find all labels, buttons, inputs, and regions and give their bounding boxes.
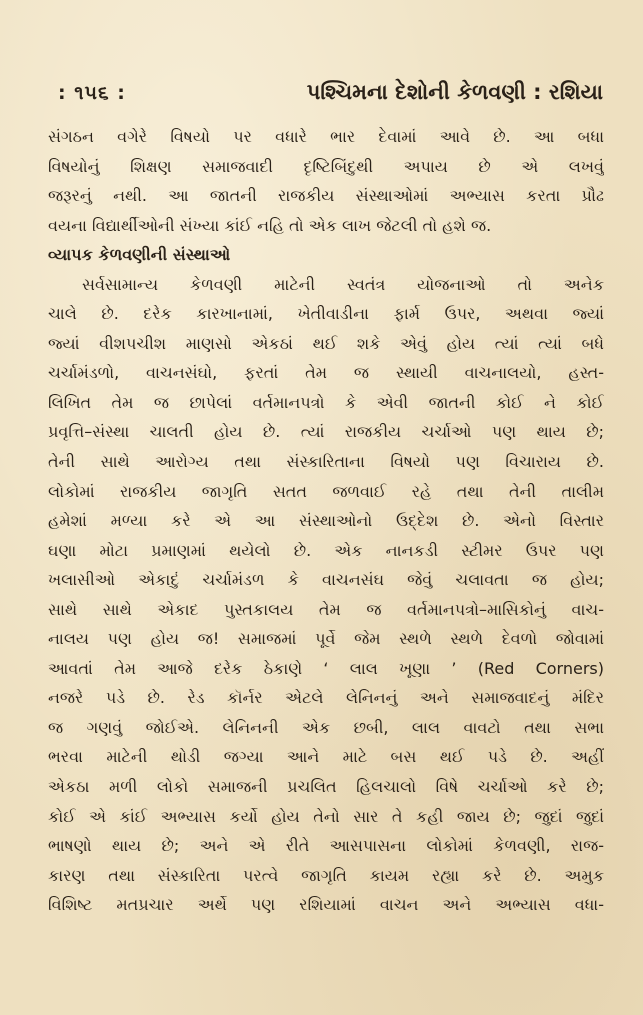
body-text	[48, 122, 604, 920]
page-number: : ૧૫૬ :	[58, 82, 126, 104]
section-heading: વ્યાપક કેળવણીની સંસ્થાઓ	[48, 245, 231, 265]
text-line: નાલય પણ હોય જ! સમાજમાં પૂર્વે જેમ સ્થળે સ્થળે દેવળો જોવામાં	[48, 629, 604, 649]
text-line: ચાલે છે. દરેક કારખાનામાં, ખેતીવાડીના ફાર્મ ઉપર, અથવા જ્યાં	[48, 304, 604, 324]
text-line: લોકોમાં રાજકીય જાગૃતિ સતત જળવાઈ રહે તથા તેની તાલીમ	[48, 481, 604, 501]
text-line: લિખિત તેમ જ છાપેલાં વર્તમાનપત્રો કે એવી જાતની કોઈ ને કોઈ	[48, 392, 604, 412]
text-line: ખલાસીઓ એકાદું ચર્ચામંડળ કે વાચનસંઘ જેવું ચલાવતા જ હોય;	[48, 570, 604, 590]
page-header	[58, 78, 603, 112]
text-line: એકઠા મળી લોકો સમાજની પ્રચલિત હિલચાલો વિષે ચર્ચાઓ કરે છે;	[48, 777, 604, 797]
text-line: વિશિષ્ટ મતપ્રચાર અર્થે પણ રશિયામાં વાચન અને અભ્યાસ વધા-	[48, 895, 604, 915]
text-line: ઘણા મોટા પ્રમાણમાં થયેલો છે. એક નાનકડી સ્ટીમર ઉપર પણ	[48, 540, 604, 560]
text-line: ભાષણો થાય છે; અને એ રીતે આસપાસના લોકોમાં કેળવણી, રાજ-	[48, 836, 604, 856]
text-line: વયના વિદ્યાર્થીઓની સંખ્યા કાંઈ નહિ તો એક લાખ જેટલી તો હશે જ.	[48, 215, 492, 235]
text-line: આવતાં તેમ આજે દરેક ઠેકાણે ‘ લાલ ખૂણા ’ (Red Corners)	[48, 658, 604, 678]
text-line: સંગઠન વગેરે વિષયો પર વધારે ભાર દેવામાં આવે છે. આ બધા	[48, 127, 604, 146]
text-line: વિષયોનું શિક્ષણ સમાજવાદી દૃષ્ટિબિંદુથી અપાય છે એ લખવું	[48, 156, 604, 176]
text-line: ભરવા માટેની થોડી જગ્યા આને માટે બસ થઈ પડે છે. અહીં	[48, 747, 604, 767]
text-line: તેની સાથે આરોગ્ય તથા સંસ્કારિતાના વિષયો પણ વિચારાય છે.	[48, 452, 604, 472]
text-line: જરૂરનું નથી. આ જાતની રાજકીય સંસ્થાઓમાં અભ્યાસ કરતા પ્રૌઢ	[48, 186, 604, 206]
text-line: સાથે સાથે એકાદ પુસ્તકાલય તેમ જ વર્તમાનપત્રો–માસિકોનું વાચ-	[48, 599, 604, 619]
text-line: કારણ તથા સંસ્કારિતા પરત્વે જાગૃતિ કાયમ રહ્યા કરે છે. અમુક	[48, 865, 604, 885]
text-line: સર્વસામાન્ય કેળવણી માટેની સ્વતંત્ર યોજનાઓ તો અનેક	[82, 274, 604, 294]
running-title: પશ્ચિમના દેશોની કેળવણી : રશિયા	[306, 80, 603, 104]
text-line: જ્યાં વીશપચીશ માણસો એકઠાં થઈ શકે એવું હોય ત્યાં ત્યાં બધે	[48, 333, 604, 353]
text-line: કોઈ એ કાંઈ અભ્યાસ કર્યો હોય તેનો સાર તે કહી જાય છે; જુદાં જુદાં	[48, 806, 604, 826]
text-line: નજરે પડે છે. રેડ કૉર્નર એટલે લેનિનનું અને સમાજવાદનું મંદિર	[48, 688, 604, 708]
text-line: ચર્ચામંડળો, વાચનસંઘો, ફરતાં તેમ જ સ્થાયી વાચનાલયો, હસ્ત-	[48, 363, 604, 383]
text-line: પ્રવૃત્તિ–સંસ્થા ચાલતી હોય છે. ત્યાં રાજકીય ચર્ચાઓ પણ થાય છે;	[48, 422, 604, 442]
text-line: જ ગણવું જોઈએ. લેનિનની એક છબી, લાલ વાવટો તથા સભા	[48, 717, 604, 737]
text-line: હમેશાં મળ્યા કરે એ આ સંસ્થાઓનો ઉદ્દેશ છે. એનો વિસ્તાર	[48, 511, 604, 531]
